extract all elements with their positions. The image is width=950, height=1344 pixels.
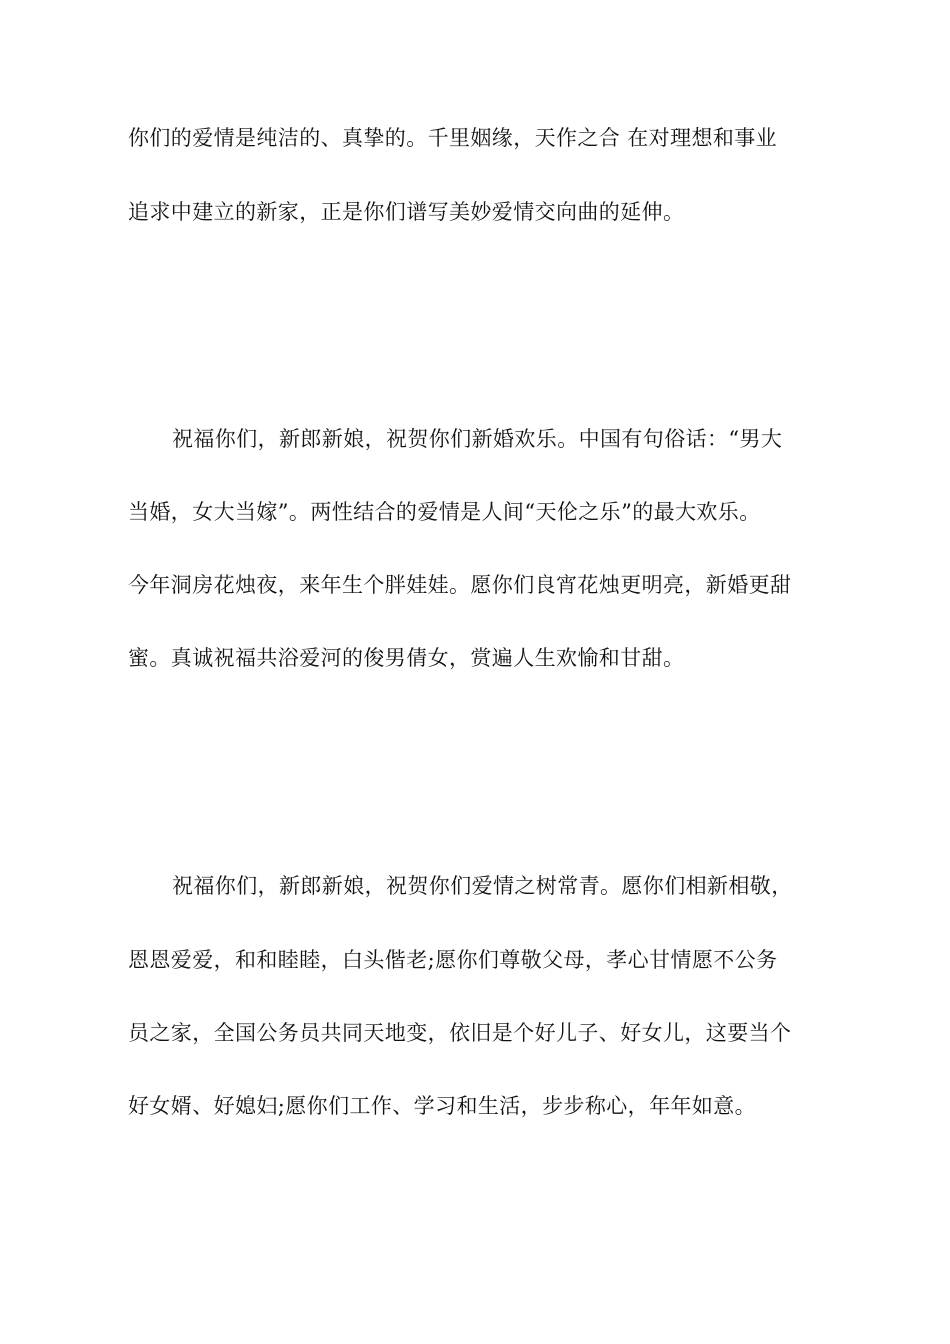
paragraph-line: 今年洞房花烛夜，来年生个胖娃娃。愿你们良宵花烛更明亮，新婚更甜 xyxy=(128,573,792,597)
paragraph-line: 当婚，女大当嫁”。两性结合的爱情是人间“天伦之乐”的最大欢乐。 xyxy=(128,500,761,524)
paragraph-line: 追求中建立的新家，正是你们谱写美妙爱情交向曲的延伸。 xyxy=(128,200,685,224)
paragraph-line: 好女婿、好媳妇;愿你们工作、学习和生活，步步称心，年年如意。 xyxy=(128,1094,757,1118)
paragraph-line: 你们的爱情是纯洁的、真挚的。千里姻缘，天作之合 在对理想和事业 xyxy=(128,126,778,150)
paragraph-line: 祝福你们，新郎新娘，祝贺你们新婚欢乐。中国有句俗话：“男大 xyxy=(172,427,783,451)
paragraph-line: 员之家，全国公务员共同天地变，依旧是个好儿子、好女儿，这要当个 xyxy=(128,1021,792,1045)
paragraph-line: 祝福你们，新郎新娘，祝贺你们爱情之树常青。愿你们相新相敬， xyxy=(172,874,793,898)
paragraph-line: 恩恩爱爱，和和睦睦，白头偕老;愿你们尊敬父母，孝心甘情愿不公务 xyxy=(128,948,778,972)
paragraph-line: 蜜。真诚祝福共浴爱河的俊男倩女，赏遍人生欢愉和甘甜。 xyxy=(128,646,685,670)
